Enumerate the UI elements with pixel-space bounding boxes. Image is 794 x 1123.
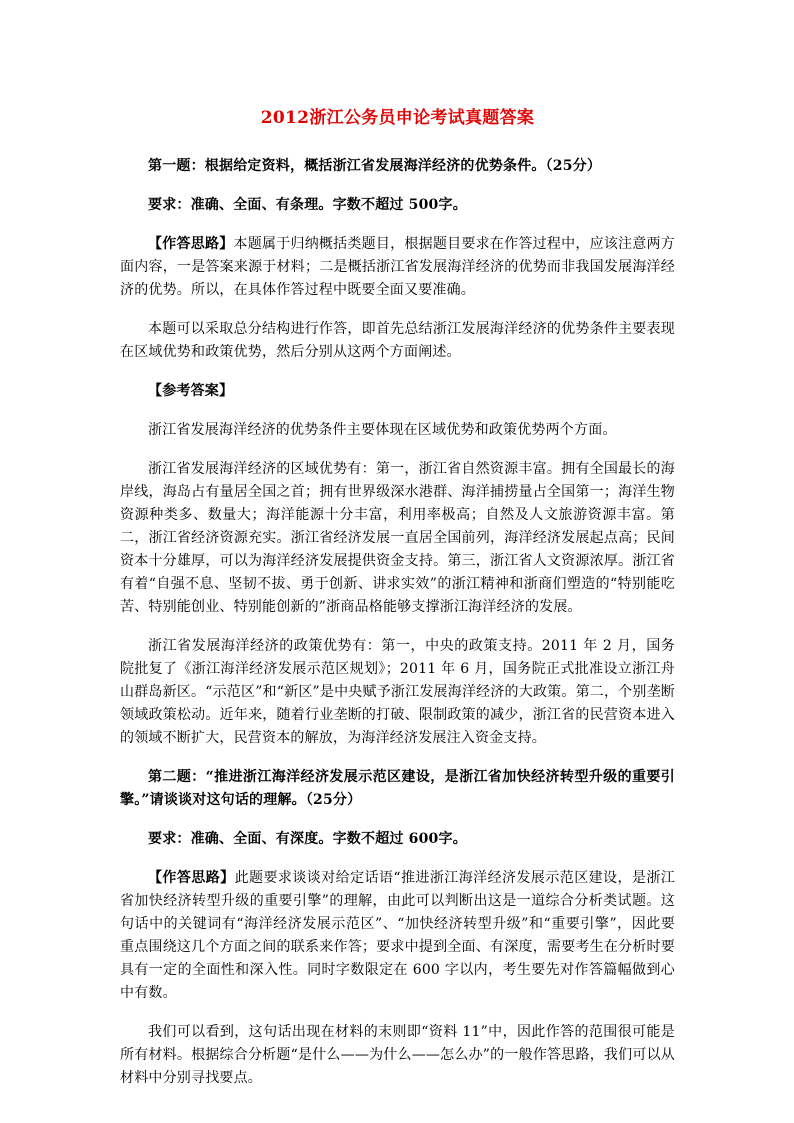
- document-title: 2012浙江公务员申论考试真题答案: [260, 108, 535, 128]
- answer-intro: 浙江省发展海洋经济的优势条件主要体现在区域优势和政策优势两个方面。: [148, 422, 617, 438]
- answer-policy-advantages: 浙江省发展海洋经济的政策优势有：第一，中央的政策支持。2011 年 2 月，国务院批复了《浙江海洋经济发展示范区规划》；2011 年 6 月，国务院正式批准设立浙江舟山群岛新区。“示范区”和“新区”是中央赋予浙江发展海洋经济的大政策。第二，个别垄断领域政策松动。近年来，随着行业垄断的打破、限制政策的减少，浙江省的民营资本进入的领域不断扩大，民营资本的解放，为海洋经济发展注入资金支持。: [120, 638, 675, 746]
- approach-label: 【作答思路】: [148, 236, 234, 252]
- question-1-approach: [120, 233, 675, 302]
- answer-regional-advantages: 浙江省发展海洋经济的区域优势有：第一，浙江省自然资源丰富。拥有全国最长的海岸线，海岛占有量居全国之首；拥有世界级深水港群、海洋捕捞量占全国第一；海洋生物资源种类多、数量大；海洋能源十分丰富，利用率极高；自然及人文旅游资源丰富。第二，浙江省经济资源充实。浙江省经济发展一直居全国前列，海洋经济发展起点高；民间资本十分雄厚，可以为海洋经济发展提供资金支持。第三，浙江省人文资源浓厚。浙江省有着“自强不息、坚韧不拔、勇于创新、讲求实效”的浙江精神和浙商们塑造的“特别能吃苦、特别能创业、特别能创新的”浙商品格能够支撑浙江海洋经济的发展。: [120, 461, 675, 615]
- approach-text: 本题属于归纳概括类题目，根据题目要求在作答过程中，应该注意两方面内容，一是答案来源于材料；二是概括浙江省发展海洋经济的优势而非我国发展海洋经济的优势。所以，在具体作答过程中既要全面又要准确。: [120, 236, 675, 298]
- approach-text: 此题要求谈谈对给定话语“推进浙江海洋经济发展示范区建设，是浙江省加快经济转型升级的重要引擎”的理解，由此可以判断出这是一道综合分析类试题。这句话中的关键词有“海洋经济发展示范区”、“加快经济转型升级”和“重要引擎”，因此要重点围绕这几个方面之间的联系来作答；要求中提到全面、有深度，需要考生在分析时要具有一定的全面性和深入性。同时字数限定在 600 字以内，考生要先对作答篇幅做到心中有数。: [120, 870, 675, 1001]
- question-2-method: 我们可以看到，这句话出现在材料的末则即“资料 11”中，因此作答的范围很可能是所有材料。根据综合分析题“是什么——为什么——怎么办”的一般作答思路，我们可以从材料中分别寻找要点。: [120, 1024, 675, 1086]
- question-1-heading: 第一题：根据给定资料，概括浙江省发展海洋经济的优势条件。（25分）: [148, 158, 602, 174]
- question-2-approach: [120, 867, 675, 1005]
- reference-answer-label: 【参考答案】: [148, 383, 234, 399]
- question-2-heading: 第二题：“推进浙江海洋经济发展示范区建设，是浙江省加快经济转型升级的重要引擎。”请谈谈对这句话的理解。（25分）: [120, 769, 675, 808]
- document-page: [120, 103, 675, 1090]
- question-1-requirement: 要求：准确、全面、有条理。字数不超过 500字。: [148, 197, 467, 213]
- approach-label: 【作答思路】: [148, 870, 235, 886]
- question-2-requirement: 要求：准确、全面、有深度。字数不超过 600字。: [148, 831, 467, 847]
- question-1-method: 本题可以采取总分结构进行作答，即首先总结浙江发展海洋经济的优势条件主要表现在区域优势和政策优势，然后分别从这两个方面阐述。: [120, 321, 675, 360]
